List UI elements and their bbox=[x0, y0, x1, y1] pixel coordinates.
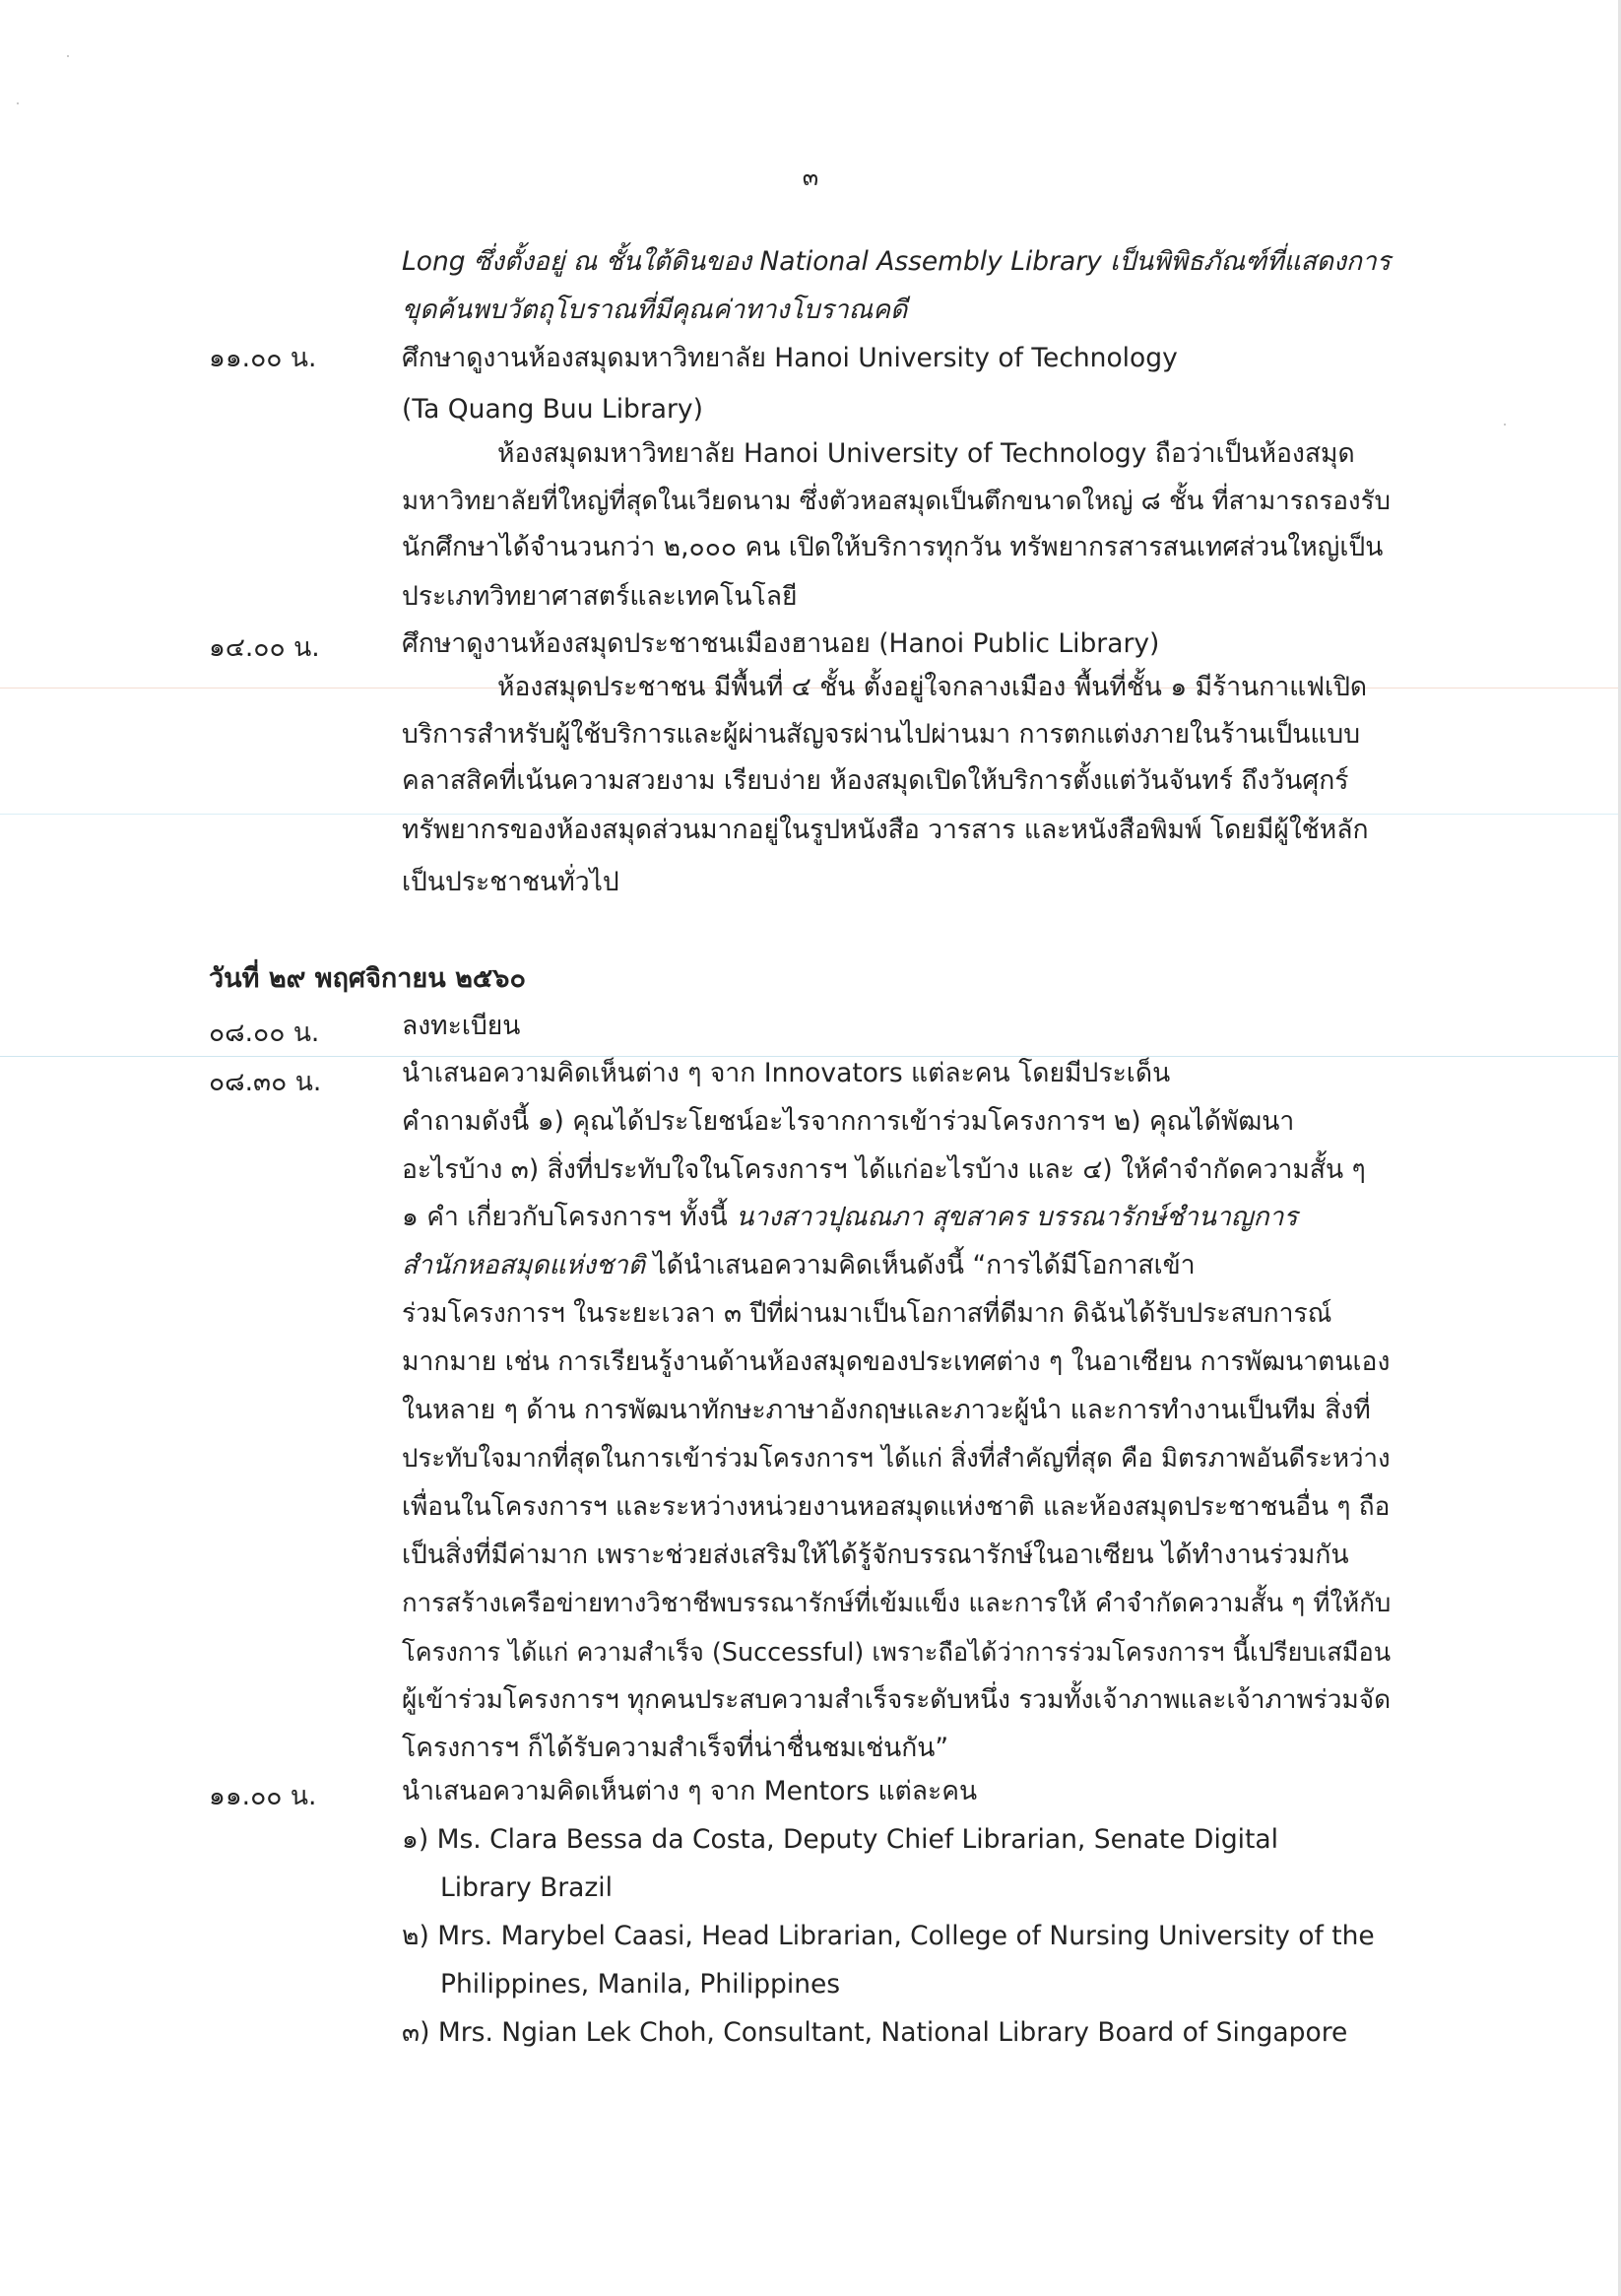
paragraph-line: ในหลาย ๆ ด้าน การพัฒนาทักษะภาษาอังกฤษและภาวะผู้นำ และการทำงานเป็นทีม สิ่งที่ bbox=[402, 1395, 1371, 1425]
mentor-item: ๑) Ms. Clara Bessa da Costa, Deputy Chief Librarian, Senate Digital bbox=[402, 1824, 1278, 1855]
paragraph-text: ๑ คำ เกี่ยวกับโครงการฯ ทั้งนี้ bbox=[402, 1202, 737, 1232]
schedule-time: ๑๑.๐๐ น. bbox=[209, 1781, 317, 1811]
mentor-item: ๒) Mrs. Marybel Caasi, Head Librarian, College of Nursing University of the bbox=[402, 1921, 1375, 1951]
schedule-title: (Ta Quang Buu Library) bbox=[402, 394, 703, 425]
paragraph-line: คลาสสิคที่เน้นความสวยงาม เรียบง่าย ห้องสมุดเปิดให้บริการตั้งแต่วันจันทร์ ถึงวันศุกร์ bbox=[402, 765, 1349, 796]
mentor-item-cont: Library Brazil bbox=[440, 1872, 614, 1903]
schedule-title: ศึกษาดูงานห้องสมุดประชาชนเมืองฮานอย (Hanoi Public Library) bbox=[402, 628, 1160, 659]
paragraph-line: โครงการฯ ก็ได้รับความสำเร็จที่น่าชื่นชมเช่นกัน” bbox=[402, 1733, 949, 1763]
day-heading: วันที่ ๒๙ พฤศจิกายน ๒๕๖๐ bbox=[209, 963, 526, 994]
schedule-time: ๑๔.๐๐ น. bbox=[209, 632, 320, 663]
paragraph-line: การสร้างเครือข่ายทางวิชาชีพบรรณารักษ์ที่เข้มแข็ง และการให้ คำจำกัดความสั้น ๆ ที่ให้กับ bbox=[402, 1589, 1392, 1618]
paragraph-line: โครงการ ได้แก่ ความสำเร็จ (Successful) เพราะถือได้ว่าการร่วมโครงการฯ นี้เปรียบเสมือน bbox=[402, 1637, 1392, 1667]
paragraph-line: เป็นประชาชนทั่วไป bbox=[402, 867, 619, 897]
paragraph-line: ผู้เข้าร่วมโครงการฯ ทุกคนประสบความสำเร็จระดับหนึ่ง รวมทั้งเจ้าภาพและเจ้าภาพร่วมจัด bbox=[402, 1685, 1392, 1715]
schedule-title: ลงทะเบียน bbox=[402, 1011, 521, 1041]
scan-speck bbox=[17, 102, 19, 104]
paragraph-line: คำถามดังนี้ ๑) คุณได้ประโยชน์อะไรจากการเข้าร่วมโครงการฯ ๒) คุณได้พัฒนา bbox=[402, 1106, 1295, 1137]
paragraph-line: ห้องสมุดมหาวิทยาลัย Hanoi University of Technology ถือว่าเป็นห้องสมุด bbox=[497, 438, 1355, 469]
paragraph-line: Long ซึ่งตั้งอยู่ ณ ชั้นใต้ดินของ National Assembly Library เป็นพิพิธภัณฑ์ที่แสดงการ bbox=[402, 246, 1392, 277]
paragraph-line: ร่วมโครงการฯ ในระยะเวลา ๓ ปีที่ผ่านมาเป็นโอกาสที่ดีมาก ดิฉันได้รับประสบการณ์ bbox=[402, 1298, 1332, 1329]
paragraph-line: ประเภทวิทยาศาสตร์และเทคโนโลยี bbox=[402, 581, 798, 612]
paragraph-line: นักศึกษาได้จำนวนกว่า ๒,๐๐๐ คน เปิดให้บริการทุกวัน ทรัพยากรสารสนเทศส่วนใหญ่เป็น bbox=[402, 532, 1384, 562]
scan-speck bbox=[67, 55, 69, 57]
paragraph-line: บริการสำหรับผู้ใช้บริการและผู้ผ่านสัญจรผ่านไปผ่านมา การตกแต่งภายในร้านเป็นแบบ bbox=[402, 719, 1361, 750]
paragraph-line: ทรัพยากรของห้องสมุดส่วนมากอยู่ในรูปหนังสือ วารสาร และหนังสือพิมพ์ โดยมีผู้ใช้หลัก bbox=[402, 815, 1369, 845]
schedule-time: ๑๑.๐๐ น. bbox=[209, 343, 317, 373]
page-number: ๓ bbox=[802, 164, 819, 191]
schedule-time: ๐๘.๐๐ น. bbox=[209, 1017, 320, 1048]
mentor-item-cont: Philippines, Manila, Philippines bbox=[440, 1969, 841, 2000]
mentor-item: ๓) Mrs. Ngian Lek Choh, Consultant, National Library Board of Singapore bbox=[402, 2017, 1348, 2048]
paragraph-line: เป็นสิ่งที่มีค่ามาก เพราะช่วยส่งเสริมให้ได้รู้จักบรรณารักษ์ในอาเซียน ได้ทำงานร่วมกัน bbox=[402, 1540, 1349, 1570]
paragraph-line: มหาวิทยาลัยที่ใหญ่ที่สุดในเวียดนาม ซึ่งตัวหอสมุดเป็นตึกขนาดใหญ่ ๘ ชั้น ที่สามารถรองรับ bbox=[402, 487, 1392, 516]
schedule-title: นำเสนอความคิดเห็นต่าง ๆ จาก Mentors แต่ละคน bbox=[402, 1776, 978, 1806]
paragraph-line: ห้องสมุดประชาชน มีพื้นที่ ๔ ชั้น ตั้งอยู่ใจกลางเมือง พื้นที่ชั้น ๑ มีร้านกาแฟเปิด bbox=[497, 672, 1368, 702]
paragraph-text: ได้นำเสนอความคิดเห็นดังนี้ “การได้มีโอกาสเข้า bbox=[645, 1250, 1196, 1280]
paragraph-line: ประทับใจมากที่สุดในการเข้าร่วมโครงการฯ ได้แก่ สิ่งที่สำคัญที่สุด คือ มิตรภาพอันดีระหว่าง bbox=[402, 1444, 1391, 1474]
paragraph-line: อะไรบ้าง ๓) สิ่งที่ประทับใจในโครงการฯ ได้แก่อะไรบ้าง และ ๔) ให้คำจำกัดความสั้น ๆ bbox=[402, 1154, 1366, 1185]
schedule-time: ๐๘.๓๐ น. bbox=[209, 1067, 322, 1097]
paragraph-line: เพื่อนในโครงการฯ และระหว่างหน่วยงานหอสมุดแห่งชาติ และห้องสมุดประชาชนอื่น ๆ ถือ bbox=[402, 1492, 1391, 1522]
scan-speck bbox=[1504, 424, 1506, 426]
schedule-title: ศึกษาดูงานห้องสมุดมหาวิทยาลัย Hanoi University of Technology bbox=[402, 343, 1178, 373]
paragraph-line: นำเสนอความคิดเห็นต่าง ๆ จาก Innovators แต่ละคน โดยมีประเด็น bbox=[402, 1058, 1171, 1088]
paragraph-line: ขุดค้นพบวัตถุโบราณที่มีคุณค่าทางโบราณคดี bbox=[402, 295, 908, 325]
paragraph-line bbox=[402, 1248, 1196, 1283]
paragraph-line: มากมาย เช่น การเรียนรู้งานด้านห้องสมุดของประเทศต่าง ๆ ในอาเซียน การพัฒนาตนเอง bbox=[402, 1346, 1391, 1377]
paragraph-line bbox=[402, 1200, 1298, 1235]
person-name-title: นางสาวปุณณภา สุขสาคร บรรณารักษ์ชำนาญการ bbox=[736, 1202, 1298, 1232]
organization-name: สำนักหอสมุดแห่งชาติ bbox=[402, 1250, 646, 1280]
